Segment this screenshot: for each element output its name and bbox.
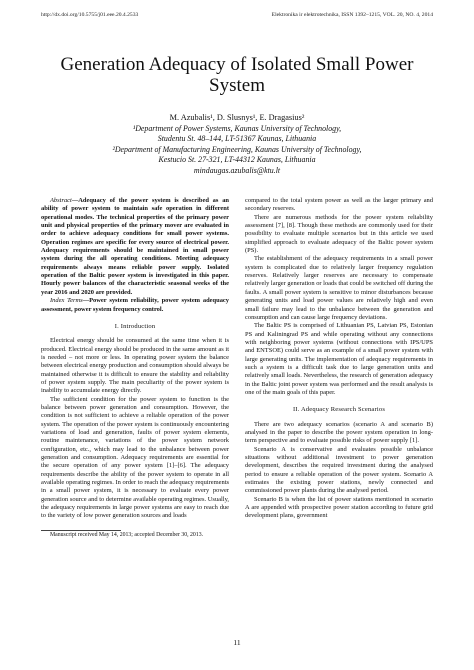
paragraph: There are numerous methods for the power system reliability assessment [7], [8]. Though these methods are commonly used for their possibility to evaluate multiple scenarios but in this article we used simplified approach to evaluate adequacy of the Baltic power system (PS). — [245, 213, 433, 255]
footnote: Manuscript received May 14, 2013; accepted December 30, 2013. — [50, 531, 204, 538]
two-column-body — [41, 197, 433, 539]
affiliation-line: ²Department of Manufacturing Engineering, Kaunas University of Technology, — [112, 144, 362, 154]
paragraph: The establishment of the adequacy requirements in a small power system is complicated due to relatively larger frequency regulation reserves. Relatively larger reserves are necessary to compensate relatively larger generation or loads that could be switched off during the faults. A small power system is sensitive to minor disturbances because generating units and load power values are relatively high and even small failure may lead to the unbalance between the generation and consumption and can cause large frequency deviations. — [245, 255, 433, 321]
page-number: 11 — [233, 638, 241, 647]
index-terms-label: Index Terms — [50, 297, 83, 305]
paragraph: Electrical energy should be consumed at the same time when it is produced. Electrical energy should be produced in the same amount as it is needed – not more or less. In operating power system the balance between electrical energy production and consumption should always be maintained otherwise it is difficult to ensure the stability and reliability of power system supply. The main peculiarity of the power system is inability to accumulate energy directly. — [41, 337, 229, 395]
running-header — [41, 12, 433, 22]
paper-title: Generation Adequacy of Isolated Small Power System — [60, 54, 414, 96]
author-list: M. Azubalis¹, D. Slusnys¹, E. Dragasius² — [169, 113, 305, 122]
journal-info: Elektronika ir elektrotechnika, ISSN 1392–1215, VOL. 20, NO. 4, 2014 — [271, 12, 433, 18]
doi-link[interactable]: http://dx.doi.org/10.5755/j01.eee.20.4.2533 — [41, 12, 139, 18]
paragraph: compared to the total system power as well as the larger primary and secondary reserves. — [245, 197, 433, 213]
paragraph: Scenario A is conservative and evaluates possible unbalance situations without additional investment to power generation development, describes the required investment during the analysed period to ensure a reliable operation of the power system. Scenario A estimates the existing power stations, newly connected and commissioned power plants during the analysed period. — [245, 445, 433, 495]
abstract — [41, 197, 229, 297]
index-terms — [41, 297, 229, 314]
abstract-label: Abstract — [50, 197, 72, 205]
section-heading-scenarios: II. Adequacy Research Scenarios — [292, 406, 386, 414]
paragraph: The sufficient condition for the power system to function is the balance between power generation and consumption. However, the condition is not sufficient to achieve a reliable operation of the power system. The operation of the power system is continuously encountering variations of load and generation, faults of power system elements, routine maintenance, variations of the power system network configuration, etc., which may lead to the unbalance between power generation and consumption. Adequacy requirements are essential for the secure operation of any power system [1]–[6]. The adequacy requirements describe the ability of the power system to operate in all available operating regimes. In order to reach the adequacy requirements in a small power system, it is necessary to evaluate every power generation source and to determine available operating regimes. Usually, the adequacy requirements in large power systems are easy to reach due to the variety of low power generation sources and loads — [41, 395, 229, 520]
affiliation-line: Kestucio St. 27-321, LT-44312 Kaunas, Lithuania — [158, 155, 316, 165]
paragraph: The Baltic PS is comprised of Lithuanian PS, Latvian PS, Estonian PS and Kaliningrad PS and while operating without any connections with neighboring power systems (without connections with IPS/UPS and ENTSOE) could serve as an example of a small power system with large generating units. The implementation of adequacy requirements in such a system is a difficult task due to large generation units and relatively small loads. Nevertheless, the research of generation adequacy in the Baltic joint power system was performed and the result analysis is one of the main goals of this paper. — [245, 322, 433, 396]
affiliation-line: ¹Department of Power Systems, Kaunas University of Technology, — [132, 124, 342, 133]
index-terms-text: —Power system reliability, power system adequacy assessment, power system frequency control. — [41, 297, 229, 313]
right-column — [245, 197, 433, 539]
paragraph: There are two adequacy scenarios (scenario A and scenario B) analysed in the paper to describe the power system operation in long-term perspective and to evaluate possible risks of power supply [1]. — [245, 420, 433, 445]
author-email[interactable]: mindaugas.azubalis@ktu.lt — [193, 165, 281, 175]
affiliations — [41, 124, 433, 176]
left-column — [41, 197, 229, 539]
affiliation-line: Studentu St. 48–144, LT-51367 Kaunas, Lithuania — [157, 134, 317, 144]
paragraph: Scenario B is when the list of power stations mentioned in scenario A are appended with prospective power station according to future grid development plans, government — [245, 495, 433, 520]
abstract-text: —Adequacy of the power system is described as an ability of power system to maintain safe operation in different operational modes. The technical properties of the primary power unit and physical properties of the primary mover are evaluated in order to achieve adequacy conditions for small power systems. Operation regimes are specific for every source of electrical power. Adequacy requirements should be maintained in small power system during the all operating conditions. Meeting adequacy requirements always means reliable power supply. Isolated operation of the Baltic power system is investigated in this paper. Hourly power balances of the characteristic seasonal weeks of the year 2016 and 2020 are provided. — [41, 197, 229, 296]
section-heading-introduction: I. Introduction — [114, 322, 156, 330]
